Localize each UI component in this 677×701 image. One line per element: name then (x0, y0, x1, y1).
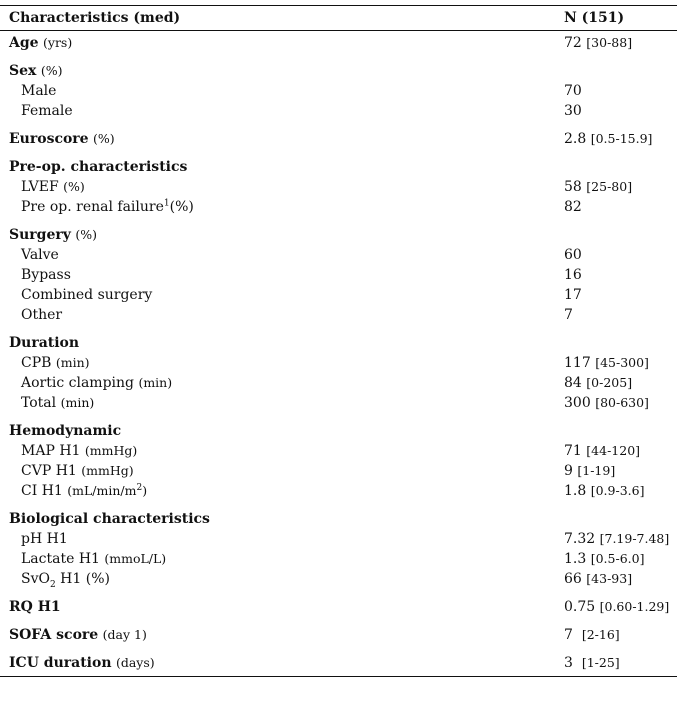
renal-footnote-mark: 1 (163, 198, 170, 209)
duration-item-row (0, 353, 677, 373)
sofa-value: 7 (564, 627, 573, 643)
lvef-row (0, 177, 677, 197)
lvef-value: 58 (564, 179, 582, 195)
surgery-item-row (0, 305, 677, 325)
surgery-item-label: Other (21, 307, 63, 323)
sofa-range: [2-16] (581, 627, 620, 642)
ci-unit-exponent: 2 (136, 482, 143, 493)
map-row (0, 441, 677, 461)
surgery-item-row (0, 245, 677, 265)
duration-item-label: Aortic clamping (21, 375, 134, 391)
euroscore-range: [0.5-15.9] (590, 131, 653, 146)
icu-label: ICU duration (9, 655, 112, 671)
map-value: 71 (564, 443, 582, 459)
surgery-item-row (0, 285, 677, 305)
header-rule (0, 30, 677, 31)
sofa-row (0, 625, 677, 645)
lvef-label: LVEF (21, 179, 59, 195)
cvp-range: [1-19] (577, 463, 616, 478)
table-bottom-rule (0, 676, 677, 677)
sex-female-value: 30 (564, 103, 582, 119)
sex-male-row (0, 81, 677, 101)
rq-row (0, 597, 677, 617)
duration-item-value: 300 (564, 395, 591, 411)
surgery-label: Surgery (9, 227, 71, 243)
lvef-range: [25-80] (586, 179, 633, 194)
svo2-unit: (%) (85, 571, 110, 587)
lactate-unit: (mmoL/L) (104, 551, 167, 566)
svo2-range: [43-93] (586, 571, 633, 586)
ci-unit-close: ) (142, 483, 148, 498)
icu-range: [1-25] (581, 655, 620, 670)
duration-label: Duration (9, 335, 80, 351)
duration-item-label: CPB (21, 355, 52, 371)
duration-item-unit: (min) (138, 375, 173, 390)
age-row (0, 33, 677, 53)
duration-item-label: Total (21, 395, 57, 411)
ci-range: [0.9-3.6] (590, 483, 645, 498)
renal-unit: (%) (169, 199, 194, 215)
svo2-label-suffix: H1 (55, 571, 82, 587)
duration-item-unit: (min) (60, 395, 95, 410)
header-characteristics: Characteristics (med) (9, 10, 181, 26)
map-range: [44-120] (586, 443, 641, 458)
icu-value: 3 (564, 655, 573, 671)
duration-group-row (0, 333, 677, 353)
biological-group-row (0, 509, 677, 529)
hemodynamic-label: Hemodynamic (9, 423, 122, 439)
lactate-range: [0.5-6.0] (590, 551, 645, 566)
sex-male-label: Male (21, 83, 57, 99)
euroscore-value: 2.8 (564, 131, 587, 147)
ph-range: [7.19-7.48] (599, 531, 670, 546)
map-label: MAP H1 (21, 443, 81, 459)
rq-value: 0.75 (564, 599, 596, 615)
renal-label: Pre op. renal failure (21, 199, 164, 215)
cvp-value: 9 (564, 463, 573, 479)
sofa-unit: (day 1) (102, 627, 147, 642)
ph-label: pH H1 (21, 531, 68, 547)
age-label: Age (9, 35, 39, 51)
lactate-label: Lactate H1 (21, 551, 100, 567)
duration-item-range: [0-205] (586, 375, 633, 390)
age-value: 72 (564, 35, 582, 51)
map-unit: (mmHg) (84, 443, 138, 458)
rq-label: RQ H1 (9, 599, 61, 615)
sex-group-row (0, 61, 677, 81)
preop-label: Pre-op. characteristics (9, 159, 188, 175)
surgery-group-row (0, 225, 677, 245)
euroscore-unit: (%) (93, 131, 115, 146)
surgery-item-value: 17 (564, 287, 582, 303)
preop-group-row (0, 157, 677, 177)
surgery-item-label: Valve (21, 247, 59, 263)
duration-item-value: 84 (564, 375, 582, 391)
age-range: [30-88] (586, 35, 633, 50)
sex-label: Sex (9, 63, 37, 79)
duration-item-value: 117 (564, 355, 591, 371)
biological-label: Biological characteristics (9, 511, 210, 527)
lvef-unit: (%) (63, 179, 85, 194)
svo2-row (0, 569, 677, 589)
renal-value: 82 (564, 199, 582, 215)
euroscore-label: Euroscore (9, 131, 89, 147)
lactate-value: 1.3 (564, 551, 587, 567)
sex-unit: (%) (40, 63, 63, 78)
surgery-item-row (0, 265, 677, 285)
sex-female-row (0, 101, 677, 121)
euroscore-row (0, 129, 677, 149)
duration-item-row (0, 373, 677, 393)
ci-label: CI H1 (21, 483, 63, 499)
lactate-row (0, 549, 677, 569)
surgery-unit: (%) (75, 227, 97, 242)
svo2-value: 66 (564, 571, 582, 587)
cvp-unit: (mmHg) (81, 463, 134, 478)
rq-range: [0.60-1.29] (599, 599, 670, 614)
age-unit: (yrs) (43, 35, 73, 50)
ph-row (0, 529, 677, 549)
sex-male-value: 70 (564, 83, 582, 99)
renal-failure-row (0, 197, 677, 217)
header-n: N (151) (564, 10, 625, 26)
svo2-subscript: 2 (49, 579, 56, 590)
icu-row (0, 653, 677, 673)
icu-unit: (days) (115, 655, 155, 670)
cvp-label: CVP H1 (21, 463, 77, 479)
ci-unit: (mL/min/m (67, 483, 137, 498)
sofa-label: SOFA score (9, 627, 99, 643)
table-header-row (0, 6, 677, 30)
cvp-row (0, 461, 677, 481)
surgery-item-label: Bypass (21, 267, 71, 283)
characteristics-table (0, 5, 677, 677)
ph-value: 7.32 (564, 531, 596, 547)
hemodynamic-group-row (0, 421, 677, 441)
surgery-item-value: 16 (564, 267, 582, 283)
ci-value: 1.8 (564, 483, 587, 499)
surgery-item-value: 60 (564, 247, 582, 263)
surgery-item-value: 7 (564, 307, 573, 323)
ci-row (0, 481, 677, 501)
duration-item-row (0, 393, 677, 413)
duration-item-range: [45-300] (595, 355, 649, 370)
duration-item-range: [80-630] (595, 395, 649, 410)
surgery-item-label: Combined surgery (21, 287, 153, 303)
duration-item-unit: (min) (55, 355, 90, 370)
svo2-label: SvO (21, 571, 50, 587)
sex-female-label: Female (21, 103, 73, 119)
